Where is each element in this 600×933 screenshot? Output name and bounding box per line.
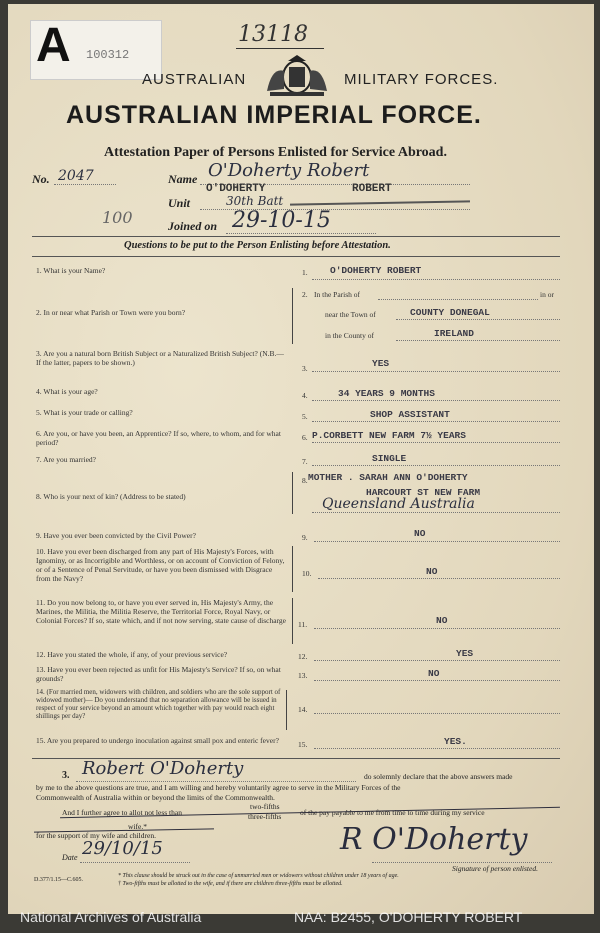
declaration-signature-name: Robert O'Doherty — [82, 758, 244, 779]
birthplace-brace — [292, 288, 297, 344]
answer-line-15 — [314, 748, 560, 749]
answer-line-4 — [312, 400, 560, 401]
side-note: 100 — [102, 208, 133, 227]
answer-8-line2: HARCOURT ST NEW FARM — [366, 487, 481, 498]
date-line — [80, 862, 190, 863]
no-line — [54, 184, 116, 185]
answer-line-7 — [312, 465, 560, 466]
answer-line-1 — [312, 279, 560, 280]
name-value: O'Doherty Robert — [208, 160, 370, 181]
county-line — [396, 340, 560, 341]
declaration-name-line — [76, 781, 356, 782]
in-or-near: in or — [540, 290, 554, 299]
declaration-line4b: of the pay payable to me from time to time during my service — [300, 808, 485, 817]
town-line — [396, 319, 560, 320]
answer-8: MOTHER . SARAH ANN O'DOHERTY — [308, 472, 468, 483]
answer-num-4: 4. — [302, 391, 308, 400]
county-value: IRELAND — [434, 328, 474, 339]
answer-5: SHOP ASSISTANT — [370, 409, 450, 420]
question-10: 10. Have you ever been discharged from any part of His Majesty's Forces, with Ignominy, or as Incorrigible and Worthless, or on account of Conviction of Felony, or of a Sentence of Penal Servitude, or have you been dismissed with Disgrace from the Navy? — [36, 547, 285, 583]
watermark-right: NAA: B2455, O'DOHERTY ROBERT — [294, 909, 523, 925]
question-7: 7. Are you married? — [36, 455, 96, 464]
answer-8-line3: Queensland Australia — [322, 496, 475, 512]
fraction-top: two-fifths — [250, 802, 280, 811]
answer-line-11 — [314, 628, 560, 629]
answer-num-2: 2. — [302, 290, 308, 299]
answer-num-15: 15. — [298, 740, 308, 749]
ref-number: 13118 — [238, 22, 308, 47]
question-8: 8. Who is your next of kin? (Address to be stated) — [36, 492, 186, 501]
declaration-line5: for the support of my wife and children. — [36, 831, 156, 840]
declaration-line4a: And I further agree to allot not less than — [62, 808, 182, 817]
question-1: 1. What is your Name? — [36, 266, 106, 275]
header-right: MILITARY FORCES. — [344, 71, 499, 88]
answer-line-3 — [312, 371, 560, 372]
section-rule-top — [32, 236, 560, 237]
question-2: 2. In or near what Parish or Town were you born? — [36, 308, 186, 317]
answer-line-12 — [314, 660, 560, 661]
stamp-letter: A — [36, 19, 71, 72]
section-title: Questions to be put to the Person Enlisting before Attestation. — [124, 240, 391, 251]
declaration-line2: by me to the above questions are true, and I am willing and hereby voluntarily agree to serve in the Military Forces of the — [36, 783, 401, 792]
question-5: 5. What is your trade or calling? — [36, 408, 133, 417]
declaration-line3: Commonwealth of Australia within or beyond the limits of the Commonwealth. — [36, 793, 275, 802]
answer-12: YES — [456, 648, 474, 659]
answer-num-14: 14. — [298, 705, 308, 714]
form-subtitle: Attestation Paper of Persons Enlisted for Service Abroad. — [104, 145, 447, 160]
question-6: 6. Are you, or have you been, an Apprentice? If so, where, to whom, and for what period? — [36, 429, 281, 447]
form-code: D.377/1.15—C.605. — [34, 877, 84, 883]
answer-num-13: 13. — [298, 671, 308, 680]
kin-brace — [292, 472, 297, 514]
name-typed2: ROBERT — [352, 183, 392, 195]
answer-line-14 — [314, 713, 560, 714]
answer-num-1: 1. — [302, 268, 308, 277]
answer-4: 34 YEARS 9 MONTHS — [338, 388, 435, 399]
date-value: 29/10/15 — [82, 838, 163, 859]
question-11: 11. Do you now belong to, or have you ever served in, His Majesty's Army, the Marines, the Militia, the Militia Reserve, the Territorial Force, Royal Navy, or Colonial Forces? If so, state which, and if not now serving, state cause of discharge — [36, 598, 287, 625]
answer-11: NO — [436, 615, 448, 626]
q10-brace — [292, 546, 297, 592]
question-14: 14. (For married men, widowers with children, and soldiers who are the sole support of widowed mother)— Do you understand that no separation allowance will be issued in respect of your service beyond an amount which together with pay would reach eight shillings per day? — [36, 688, 281, 720]
answer-6: P.CORBETT NEW FARM 7½ YEARS — [312, 430, 466, 441]
answer-line-6 — [312, 442, 560, 443]
name-typed: O'DOHERTY — [206, 183, 266, 195]
joined-value: 29-10-15 — [232, 208, 331, 233]
q11-brace — [292, 598, 297, 644]
answer-line-13 — [314, 680, 560, 681]
enlistee-signature: R O'Doherty — [340, 822, 528, 857]
answer-7: SINGLE — [372, 453, 407, 464]
stamp-number: 100312 — [86, 48, 130, 62]
form-title: AUSTRALIAN IMPERIAL FORCE. — [66, 101, 482, 129]
signature-line — [372, 862, 552, 863]
fraction-bottom: three-fifths — [248, 812, 282, 821]
unit-label: Unit — [168, 196, 191, 210]
answer-13: NO — [428, 668, 440, 679]
question-12: 12. Have you stated the whole, if any, of your previous service? — [36, 650, 228, 659]
question-3: 3. Are you a natural born British Subject or a Naturalized British Subject? (N.B.—If the latter, papers to be shown.) — [36, 349, 284, 367]
joined-label: Joined on — [168, 219, 218, 233]
answer-num-5: 5. — [302, 412, 308, 421]
town-label: near the Town of — [325, 310, 376, 319]
section-rule-bottom — [32, 256, 560, 257]
answer-num-8: 8. — [302, 476, 308, 485]
footnote-2: † Two-fifths must be allotted to the wife, and if there are children three-fifths must be allotted. — [118, 881, 343, 887]
answer-line-8 — [312, 512, 560, 513]
question-9: 9. Have you ever been convicted by the Civil Power? — [36, 531, 196, 540]
answer-9: NO — [414, 528, 426, 539]
signature-label: Signature of person enlisted. — [452, 864, 538, 873]
q14-brace — [286, 690, 291, 730]
ref-underline — [236, 48, 324, 49]
answer-15: YES. — [444, 736, 467, 747]
question-13: 13. Have you ever been rejected as unfit for His Majesty's Service? If so, on what grounds? — [36, 665, 281, 683]
answer-num-9: 9. — [302, 533, 308, 542]
answer-num-10: 10. — [302, 569, 312, 578]
watermark-left: National Archives of Australia — [20, 909, 202, 925]
answer-line-9 — [314, 541, 560, 542]
date-label: Date — [62, 853, 78, 862]
parish-label: In the Parish of — [314, 290, 361, 299]
answer-10: NO — [426, 566, 438, 577]
county-label: in the County of — [325, 331, 374, 340]
answer-line-10 — [318, 578, 560, 579]
town-value: COUNTY DONEGAL — [410, 307, 490, 318]
header-left: AUSTRALIAN — [142, 71, 247, 88]
no-value: 2047 — [58, 168, 94, 184]
unit-value: 30th Batt — [226, 194, 284, 208]
answer-3: YES — [372, 358, 390, 369]
wife-label: wife.* — [128, 822, 147, 831]
answer-1: O'DOHERTY ROBERT — [330, 265, 422, 276]
no-label: No. — [32, 172, 50, 186]
question-15: 15. Are you prepared to undergo inoculation against small pox and enteric fever? — [36, 736, 279, 745]
joined-line — [226, 233, 376, 234]
declaration-line1-end: do solemnly declare that the above answers made — [364, 772, 513, 781]
declaration-num: 3. — [62, 770, 70, 781]
answer-line-5 — [312, 421, 560, 422]
answer-num-12: 12. — [298, 652, 308, 661]
coat-of-arms-icon — [262, 53, 332, 99]
footnote-1: * This clause should be struck out in the case of unmarried men or widowers without children under 18 years of age. — [118, 873, 399, 879]
name-label: Name — [168, 172, 198, 186]
answer-num-6: 6. — [302, 433, 308, 442]
question-4: 4. What is your age? — [36, 387, 98, 396]
answer-num-11: 11. — [298, 620, 308, 629]
answer-num-7: 7. — [302, 457, 308, 466]
parish-line — [378, 299, 538, 300]
answer-num-3: 3. — [302, 364, 308, 373]
